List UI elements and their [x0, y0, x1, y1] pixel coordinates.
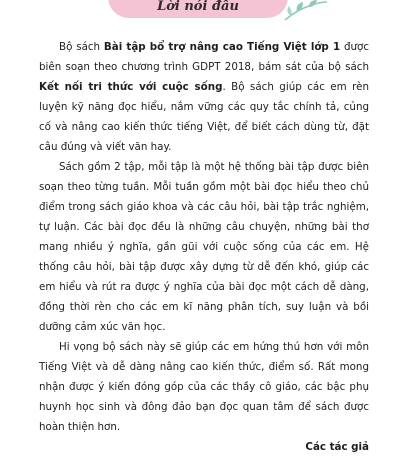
- paragraph-1: [39, 37, 369, 157]
- text-segment: được biên soạn theo chương trình GDPT 2018, bám sát của bộ sách: [39, 41, 369, 73]
- paragraph-2: [39, 157, 369, 337]
- paragraph-3: [39, 337, 369, 437]
- series-name-text: Kết nối tri thức với cuộc sống: [39, 81, 223, 93]
- leaf-decoration-icon: [283, 0, 329, 22]
- text-segment: Hi vọng bộ sách này sẽ giúp các em hứng thú hơn với môn Tiếng Việt và dễ dàng nâng cao kiến thức, điểm số. Rất mong nhận được ý kiến đóng góp của các thầy cô giáo, các bậc phụ huynh học sinh và đông đảo bạn đọc quan tâm để sách được hoàn thiện hơn.: [39, 341, 369, 433]
- text-segment: . Bộ sách giúp các em rèn luyện kỹ năng đọc hiểu, nắm vững các quy tắc chính tả, củng cố và nâng cao kiến thức tiếng Việt, để biết cách dùng từ, đặt câu đúng và viết văn hay.: [39, 81, 369, 153]
- signature: Các tác giả: [305, 441, 369, 453]
- text-segment: Sách gồm 2 tập, mỗi tập là một hệ thống bài tập được biên soạn theo từng tuần. Mỗi tuần gồm một bài đọc hiểu theo chủ điểm trong sách giáo khoa và các câu hỏi, bài tập trắc nghiệm, tự luận. Các bài đọc đều là những câu chuyện, những bài thơ mang nhiều ý nghĩa, gần gũi với cuộc sống của các em. Hệ thống câu hỏi, bài tập được xây dựng từ dễ đến khó, giúp các em hiểu và rút ra được ý nghĩa của bài đọc một cách dễ dàng, đồng thời rèn cho các em kĩ năng phân tích, suy luận và bồi dưỡng cảm xúc văn học.: [39, 161, 369, 333]
- preface-body: [39, 37, 369, 457]
- text-segment: Bộ sách: [59, 41, 104, 53]
- book-title-text: Bài tập bổ trợ nâng cao Tiếng Việt lớp 1: [103, 41, 341, 53]
- header-banner: [108, 0, 288, 18]
- page-title: Lời nói đầu: [157, 0, 239, 14]
